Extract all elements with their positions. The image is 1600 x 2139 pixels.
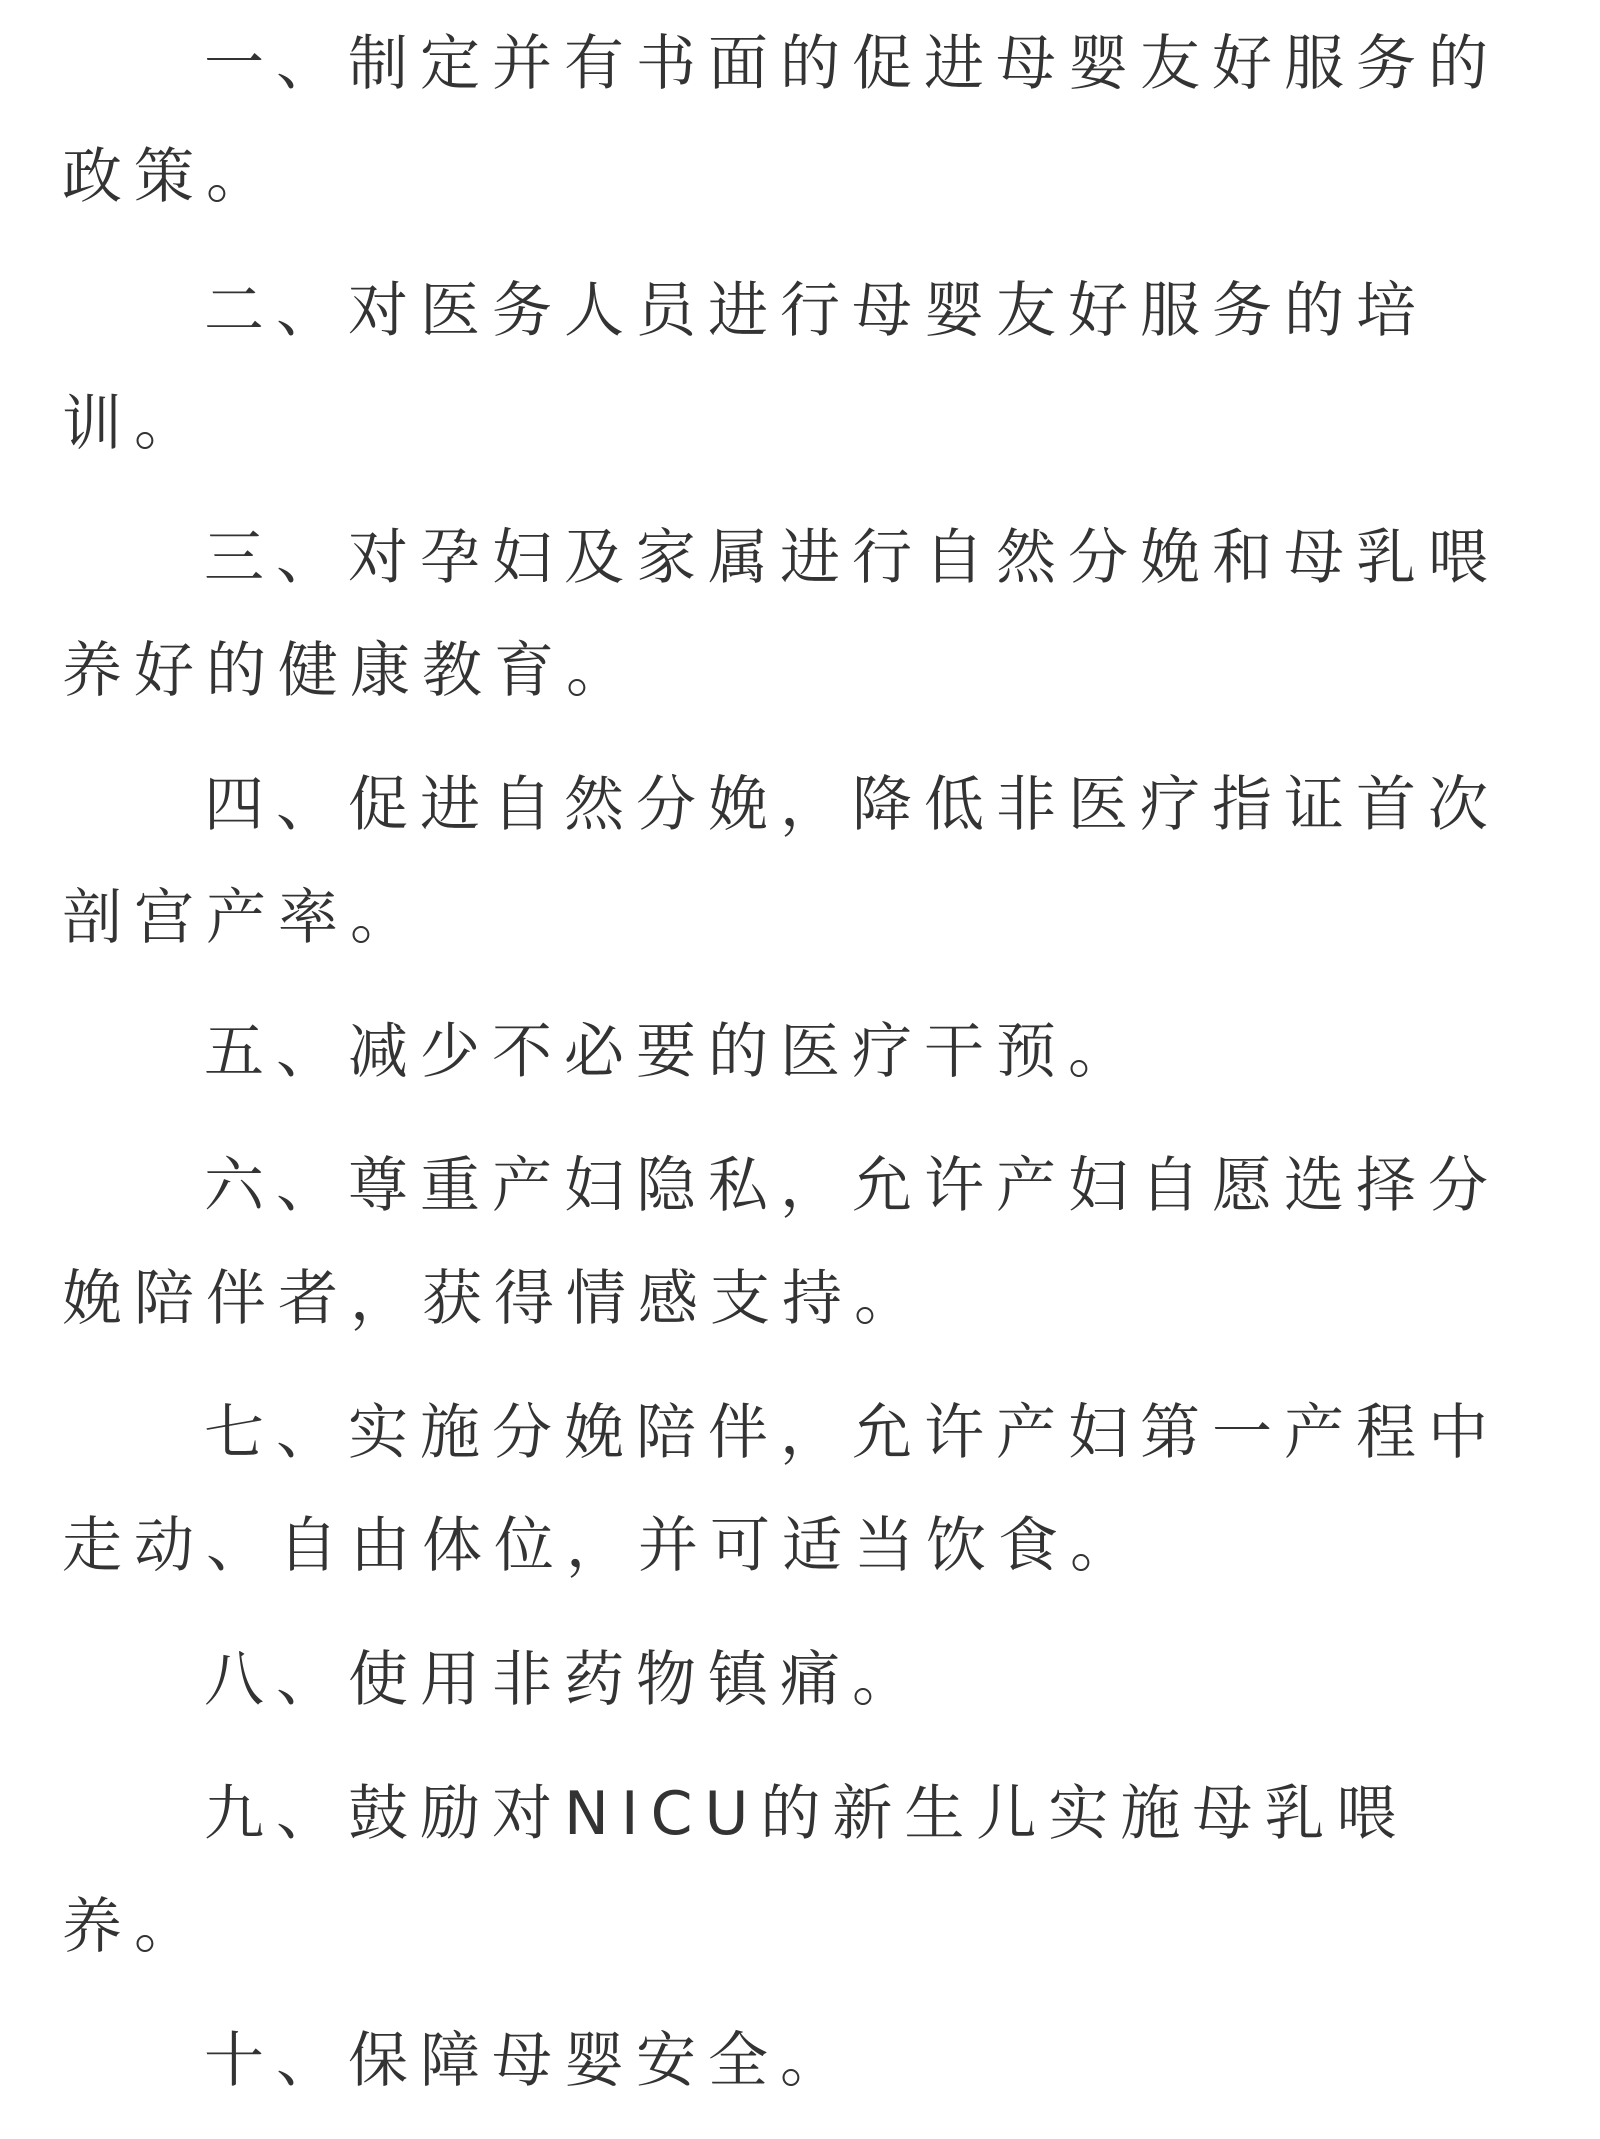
policy-item-7: 七、实施分娩陪伴，允许产妇第一产程中走动、自由体位，并可适当饮食。 [62, 1398, 1500, 1581]
policy-item-9: 九、鼓励对NICU的新生儿实施母乳喂养。 [62, 1779, 1409, 1962]
policy-item-8: 八、使用非药物镇痛。 [204, 1645, 924, 1715]
policy-item-1: 一、制定并有书面的促进母婴友好服务的政策。 [62, 29, 1500, 212]
policy-item-3: 三、对孕妇及家属进行自然分娩和母乳喂养好的健康教育。 [62, 523, 1500, 706]
policy-item-10: 十、保障母婴安全。 [204, 2026, 852, 2096]
policy-item-5: 五、减少不必要的医疗干预。 [204, 1017, 1140, 1087]
policy-item-4: 四、促进自然分娩，降低非医疗指证首次剖宫产率。 [62, 770, 1500, 953]
policy-item-2: 二、对医务人员进行母婴友好服务的培训。 [62, 276, 1428, 459]
document-body [62, 8, 1538, 2139]
policy-item-6: 六、尊重产妇隐私，允许产妇自愿选择分娩陪伴者，获得情感支持。 [62, 1151, 1500, 1334]
